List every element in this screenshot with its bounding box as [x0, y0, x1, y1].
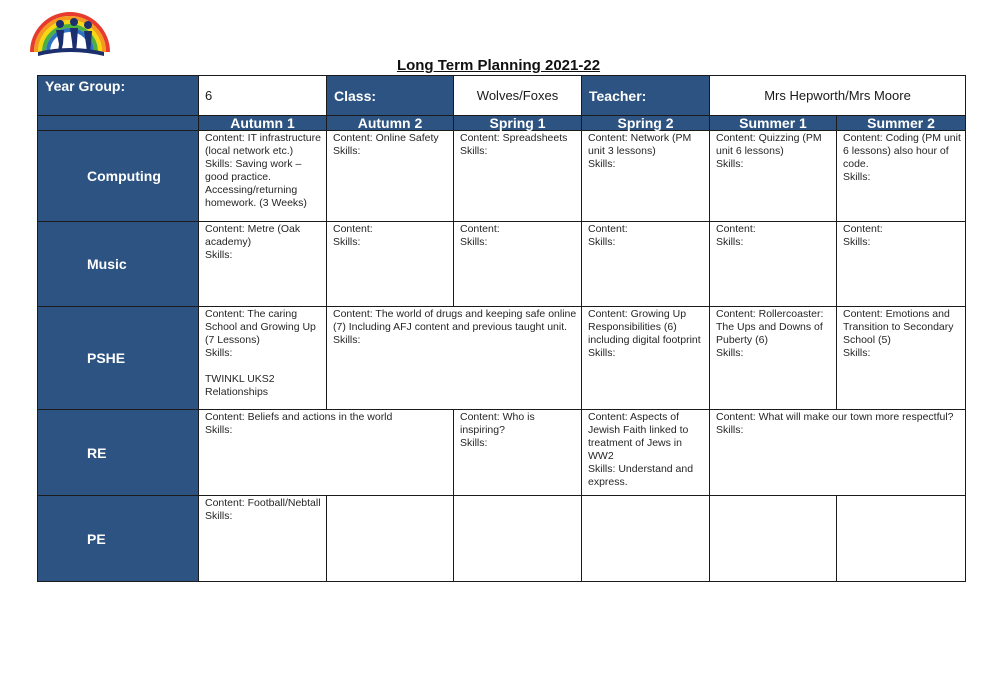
term-spring-1: Spring 1 — [454, 116, 582, 131]
year-group-label: Year Group: — [38, 76, 199, 116]
header-row — [38, 76, 966, 116]
term-autumn-1: Autumn 1 — [199, 116, 327, 131]
cell-content: Content: Emotions and Transition to Secondary School (5) — [843, 308, 954, 346]
cell-content: Content: Coding (PM unit 6 lessons) also hour of code. — [843, 132, 961, 170]
cell-skills: Skills: — [716, 158, 744, 170]
cell-music-autumn-1 — [199, 222, 327, 307]
cell-skills: Skills: — [716, 236, 744, 248]
cell-skills: Skills: — [843, 171, 871, 183]
cell-pshe-summer-2 — [837, 307, 966, 410]
cell-skills: Skills: — [460, 236, 488, 248]
cell-re-summer — [710, 410, 966, 496]
cell-skills: Skills: — [205, 424, 233, 436]
cell-skills: Skills: — [205, 249, 233, 261]
cell-music-summer-1 — [710, 222, 837, 307]
cell-content: Content: Spreadsheets — [460, 132, 568, 144]
cell-music-spring-1 — [454, 222, 582, 307]
cell-content: Content: Quizzing (PM unit 6 lessons) — [716, 132, 822, 157]
cell-re-spring-2 — [582, 410, 710, 496]
cell-content: Content: The caring School and Growing Up (7 Lessons) — [205, 308, 316, 346]
cell-skills: Skills: — [588, 236, 616, 248]
cell-skills: Skills: — [333, 236, 361, 248]
cell-content: Content: — [843, 223, 883, 235]
subject-row-re — [38, 410, 966, 496]
cell-content: Content: — [716, 223, 756, 235]
cell-content: Content: — [460, 223, 500, 235]
cell-content: Content: Network (PM unit 3 lessons) — [588, 132, 692, 157]
cell-skills: Skills: — [460, 145, 488, 157]
cell-computing-autumn-1 — [199, 131, 327, 222]
subject-computing: Computing — [38, 131, 199, 222]
cell-music-summer-2 — [837, 222, 966, 307]
cell-pe-spring-2 — [582, 496, 710, 582]
cell-skills: Skills: — [716, 347, 744, 359]
term-corner — [38, 116, 199, 131]
cell-content: Content: The world of drugs and keeping safe online (7) Including AFJ content and previous taught unit. — [333, 308, 577, 333]
cell-pe-summer-1 — [710, 496, 837, 582]
cell-content: Content: IT infrastructure (local network etc.) — [205, 132, 321, 157]
subject-row-pshe — [38, 307, 966, 410]
cell-re-autumn — [199, 410, 454, 496]
cell-content: Content: Growing Up Responsibilities (6) including digital footprint — [588, 308, 701, 346]
cell-pshe-spring-2 — [582, 307, 710, 410]
cell-pe-autumn-1 — [199, 496, 327, 582]
cell-content: Content: What will make our town more respectful? — [716, 411, 954, 423]
cell-computing-summer-1 — [710, 131, 837, 222]
cell-computing-autumn-2 — [327, 131, 454, 222]
term-spring-2: Spring 2 — [582, 116, 710, 131]
cell-skills: Skills: — [843, 347, 871, 359]
term-summer-2: Summer 2 — [837, 116, 966, 131]
school-logo — [28, 8, 112, 58]
cell-skills: Skills: — [588, 347, 616, 359]
cell-resource-note: TWINKL UKS2 Relationships — [205, 373, 275, 398]
cell-skills: Skills: — [205, 347, 233, 359]
page-title: Long Term Planning 2021-22 — [396, 57, 601, 74]
subject-row-pe — [38, 496, 966, 582]
cell-music-spring-2 — [582, 222, 710, 307]
cell-pshe-autumn-1 — [199, 307, 327, 410]
cell-computing-spring-2 — [582, 131, 710, 222]
teacher-label: Teacher: — [582, 76, 710, 116]
cell-skills: Skills: — [716, 424, 744, 436]
cell-skills: Skills: Saving work – good practice. Accessing/returning homework. (3 Weeks) — [205, 158, 307, 209]
class-value: Wolves/Foxes — [454, 76, 582, 116]
cell-content: Content: Online Safety — [333, 132, 439, 144]
subject-row-computing — [38, 131, 966, 222]
subject-pshe: PSHE — [38, 307, 199, 410]
cell-pshe-summer-1 — [710, 307, 837, 410]
cell-music-autumn-2 — [327, 222, 454, 307]
cell-content: Content: — [333, 223, 373, 235]
cell-skills: Skills: Understand and express. — [588, 463, 694, 488]
cell-re-spring-1 — [454, 410, 582, 496]
subject-music: Music — [38, 222, 199, 307]
cell-content: Content: — [588, 223, 628, 235]
cell-skills: Skills: — [460, 437, 488, 449]
cell-pshe-autumn-2-spring-1 — [327, 307, 582, 410]
cell-content: Content: Beliefs and actions in the world — [205, 411, 393, 423]
cell-pe-summer-2 — [837, 496, 966, 582]
cell-skills: Skills: — [843, 236, 871, 248]
cell-content: Content: Aspects of Jewish Faith linked to treatment of Jews in WW2 — [588, 411, 689, 462]
teacher-value: Mrs Hepworth/Mrs Moore — [710, 76, 966, 116]
cell-spacer — [205, 360, 326, 373]
cell-pe-spring-1 — [454, 496, 582, 582]
class-label: Class: — [327, 76, 454, 116]
cell-content: Content: Rollercoaster: The Ups and Downs of Puberty (6) — [716, 308, 824, 346]
cell-skills: Skills: — [588, 158, 616, 170]
cell-skills: Skills: — [205, 510, 233, 522]
cell-content: Content: Football/Nebtall — [205, 497, 321, 509]
cell-pe-autumn-2 — [327, 496, 454, 582]
year-group-value: 6 — [199, 76, 327, 116]
cell-content: Content: Who is inspiring? — [460, 411, 535, 436]
term-header-row — [38, 116, 966, 131]
term-summer-1: Summer 1 — [710, 116, 837, 131]
subject-pe: PE — [38, 496, 199, 582]
term-autumn-2: Autumn 2 — [327, 116, 454, 131]
planning-table — [37, 75, 966, 582]
subject-re: RE — [38, 410, 199, 496]
cell-computing-spring-1 — [454, 131, 582, 222]
subject-row-music — [38, 222, 966, 307]
cell-content: Content: Metre (Oak academy) — [205, 223, 301, 248]
cell-skills: Skills: — [333, 334, 361, 346]
cell-computing-summer-2 — [837, 131, 966, 222]
cell-skills: Skills: — [333, 145, 361, 157]
